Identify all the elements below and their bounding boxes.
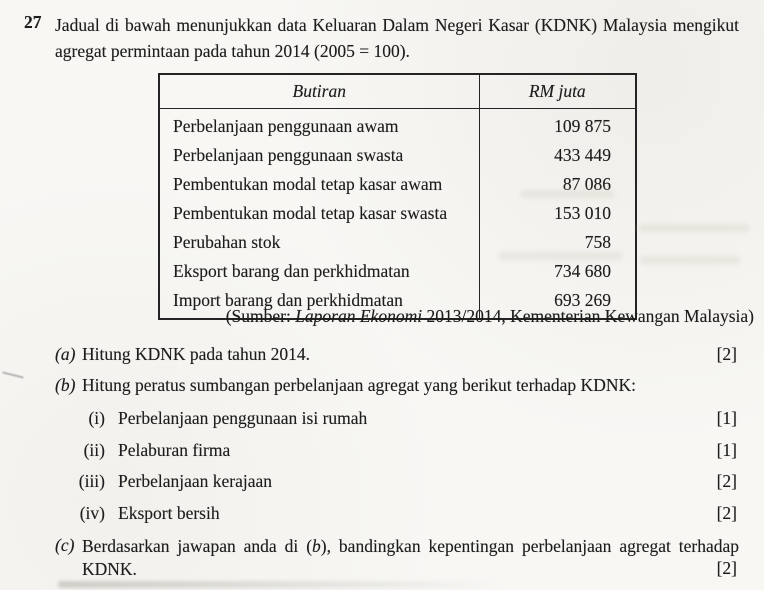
row-value: 758 <box>479 228 636 257</box>
scan-ghosting-smudge <box>638 224 750 232</box>
gdp-data-table <box>158 73 637 320</box>
row-item: Pembentukan modal tetap kasar awam <box>173 174 443 194</box>
item-iv-marks: [2] <box>716 503 737 523</box>
part-c-text <box>82 535 739 581</box>
table-header-row <box>159 74 636 109</box>
part-c-text-italic: b <box>312 536 321 556</box>
table-row <box>159 199 636 228</box>
part-c-label: (c) <box>55 535 75 555</box>
scan-ghosting-smudge <box>640 256 740 264</box>
item-ii-label: (ii) <box>83 440 105 460</box>
part-a-marks: [2] <box>716 344 737 364</box>
scan-edge-artifact <box>58 581 503 588</box>
row-value: 693 269 <box>479 286 636 319</box>
table-row <box>159 228 636 257</box>
row-value: 109 875 <box>479 109 636 142</box>
row-value: 734 680 <box>479 257 636 286</box>
item-iii-marks: [2] <box>716 471 737 491</box>
item-i-text: Perbelanjaan penggunaan isi rumah <box>118 408 368 428</box>
row-value: 433 449 <box>479 141 636 170</box>
part-c-text-prefix: Berdasarkan jawapan anda di ( <box>82 536 313 556</box>
pen-scan-artifact <box>2 371 24 378</box>
row-value: 87 086 <box>479 170 636 199</box>
item-iv-label: (iv) <box>79 503 105 523</box>
question-number: 27 <box>24 12 42 32</box>
part-a-text: Hitung KDNK pada tahun 2014. <box>82 344 310 364</box>
table-row <box>159 109 636 142</box>
item-i-marks: [1] <box>716 408 737 428</box>
source-suffix: 2013/2014, Kementerian Kewangan Malaysia) <box>422 306 754 326</box>
question-intro: Jadual di bawah menunjukkan data Keluaran Dalam Negeri Kasar (KDNK) Malaysia mengikut agregat permintaan pada tahun 2014 (2005 = 100). <box>55 15 739 61</box>
item-ii-text: Pelaburan firma <box>118 440 231 460</box>
table-row <box>159 257 636 286</box>
part-c-text-suffix: ), bandingkan kepentingan perbelanjaan agregat terhadap KDNK. <box>82 536 740 579</box>
row-item: Perbelanjaan penggunaan awam <box>173 116 399 136</box>
part-a-label: (a) <box>55 344 76 364</box>
table-header-butiran: Butiran <box>159 74 479 109</box>
source-citation <box>226 306 754 327</box>
row-item: Perubahan stok <box>173 232 281 252</box>
part-b-text: Hitung peratus sumbangan perbelanjaan agregat yang berikut terhadap KDNK: <box>82 375 636 395</box>
source-title: Laporan Ekonomi <box>295 306 423 326</box>
part-b-label: (b) <box>55 375 76 395</box>
row-item: Perbelanjaan penggunaan swasta <box>173 145 404 165</box>
table-row <box>159 141 636 170</box>
row-value: 153 010 <box>479 199 636 228</box>
source-prefix: (Sumber: <box>225 306 296 326</box>
row-item: Eksport barang dan perkhidmatan <box>173 261 410 281</box>
item-i-label: (i) <box>88 408 105 428</box>
part-c-marks: [2] <box>716 558 737 578</box>
table-header-rm-juta: RM juta <box>479 74 636 109</box>
row-item: Import barang dan perkhidmatan <box>173 290 403 310</box>
item-ii-marks: [1] <box>716 440 737 460</box>
row-item: Pembentukan modal tetap kasar swasta <box>173 203 448 223</box>
item-iv-text: Eksport bersih <box>118 503 220 523</box>
table-row <box>159 170 636 199</box>
item-iii-label: (iii) <box>78 471 105 491</box>
item-iii-text: Perbelanjaan kerajaan <box>118 471 273 491</box>
